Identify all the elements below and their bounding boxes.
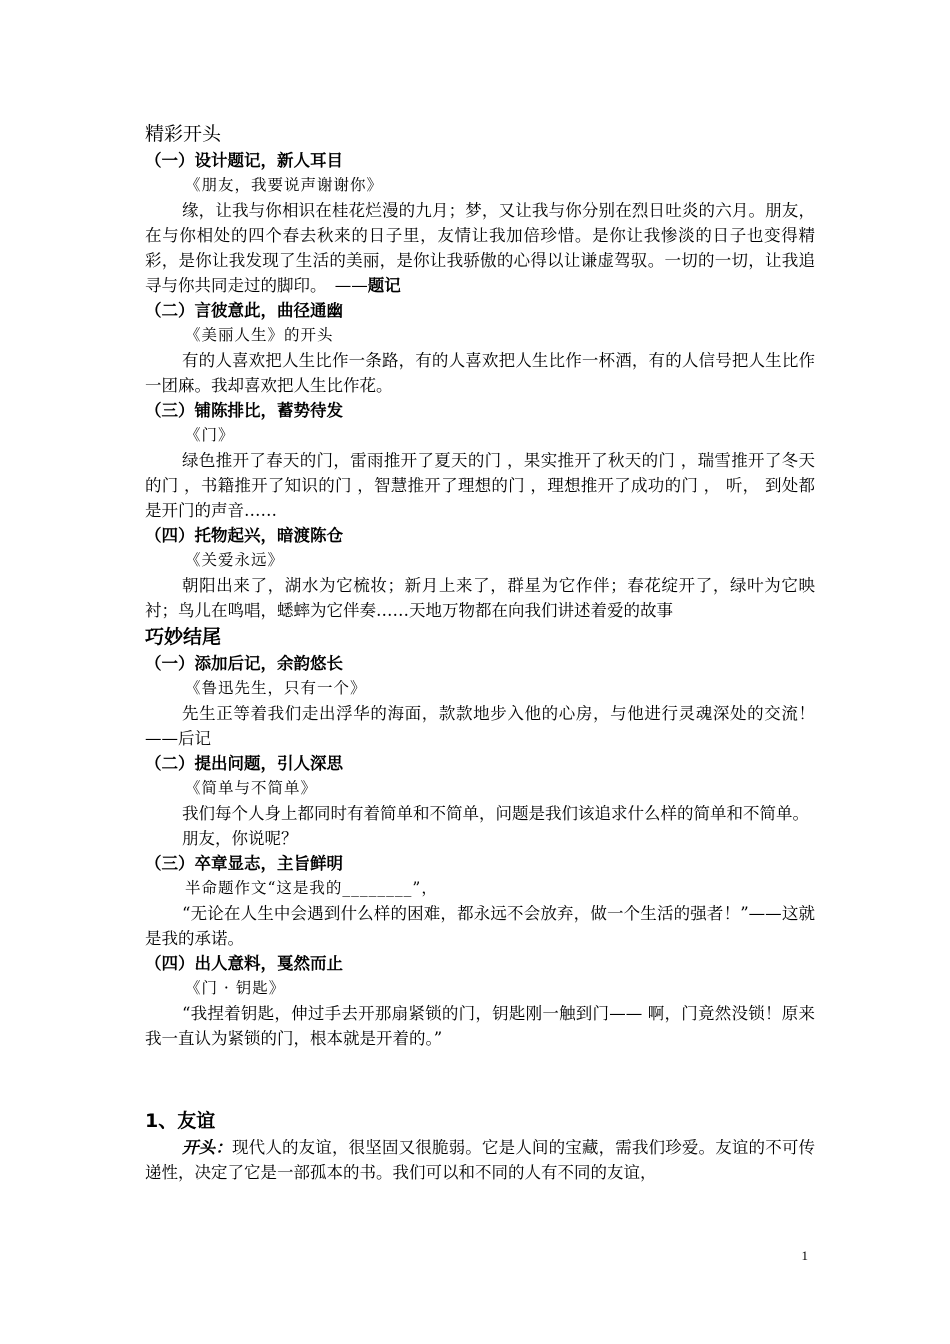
- section-title-endings: 巧妙结尾: [145, 626, 222, 648]
- heading-ending-3: （三）卒章显志，主旨鲜明: [145, 854, 343, 873]
- example-title: 《简单与不简单》: [185, 779, 318, 797]
- section-title-openings: 精彩开头: [145, 123, 222, 145]
- heading-opening-1: （一）设计题记，新人耳目: [145, 151, 343, 170]
- heading-ending-2: （二）提出问题，引人深思: [145, 754, 343, 773]
- topic-paragraph: [145, 1135, 815, 1185]
- example-paragraph: 有的人喜欢把人生比作一条路，有的人喜欢把人生比作一杯酒，有的人信号把人生比作一团麻。我却喜欢把人生比作花。: [145, 351, 815, 395]
- document-body: [145, 120, 815, 1185]
- example-title: 《门 · 钥匙》: [185, 979, 286, 997]
- example-title: 《门》: [185, 426, 235, 444]
- example-title: 半命题作文“这是我的________”，: [185, 879, 438, 897]
- example-title: 《朋友，我要说声谢谢你》: [185, 176, 384, 194]
- example-paragraph: 朝阳出来了，湖水为它梳妆；新月上来了，群星为它作伴；春花绽开了，绿叶为它映衬；鸟儿在鸣唱，蟋蟀为它伴奏……天地万物都在向我们讲述着爱的故事: [145, 576, 815, 620]
- heading-opening-4: （四）托物起兴，暗渡陈仓: [145, 526, 343, 545]
- heading-ending-4: （四）出人意料，戛然而止: [145, 954, 343, 973]
- paragraph-text: 缘，让我与你相识在桂花烂漫的九月；梦，又让我与你分别在烈日吐炎的六月。朋友，在与你相处的四个春去秋来的日子里，友情让我加倍珍惜。是你让我惨淡的日子也变得精彩，是你让我发现了生活的美丽，是你让我骄傲的心得以让谦虚驾驭。一切的一切，让我追寻与你共同走过的脚印。 ——: [145, 201, 815, 295]
- example-paragraph: “我捏着钥匙，伸过手去开那扇紧锁的门，钥匙刚一触到门—— 啊，门竟然没锁！原来我一直认为紧锁的门，根本就是开着的。”: [145, 1004, 815, 1048]
- page-number: 1: [801, 1248, 808, 1263]
- example-title: 《鲁迅先生，只有一个》: [185, 679, 367, 697]
- spacer: [145, 1079, 815, 1107]
- example-paragraph: 朋友，你说呢？: [182, 829, 298, 848]
- paragraph-text: 现代人的友谊，很坚固又很脆弱。它是人间的宝藏，需我们珍爱。友谊的不可传递性，决定了它是一部孤本的书。我们可以和不同的人有不同的友谊，: [145, 1138, 816, 1182]
- example-title: 《关爱永远》: [185, 551, 285, 569]
- heading-opening-3: （三）铺陈排比，蓄势待发: [145, 401, 343, 420]
- heading-ending-1: （一）添加后记，余韵悠长: [145, 654, 343, 673]
- example-title: 《美丽人生》的开头: [185, 326, 334, 344]
- spacer: [145, 1051, 815, 1079]
- example-paragraph: [145, 198, 815, 298]
- topic-title: 1、友谊: [145, 1110, 216, 1132]
- epigraph-label: 题记: [367, 276, 401, 295]
- opening-label: 开头：: [182, 1138, 232, 1157]
- heading-opening-2: （二）言彼意此，曲径通幽: [145, 301, 343, 320]
- example-paragraph: “无论在人生中会遇到什么样的困难，都永远不会放弃，做一个生活的强者！”——这就是我的承诺。: [145, 904, 815, 948]
- example-paragraph: 绿色推开了春天的门，雷雨推开了夏天的门 ，果实推开了秋天的门 ，瑞雪推开了冬天的门 ，书籍推开了知识的门 ，智慧推开了理想的门 ，理想推开了成功的门 ， 听， 到处都是开门的声音……: [145, 451, 815, 520]
- example-paragraph: 我们每个人身上都同时有着简单和不简单，问题是我们该追求什么样的简单和不简单。: [182, 804, 809, 823]
- example-paragraph: 先生正等着我们走出浮华的海面，款款地步入他的心房，与他进行灵魂深处的交流！ ——后记: [145, 704, 815, 748]
